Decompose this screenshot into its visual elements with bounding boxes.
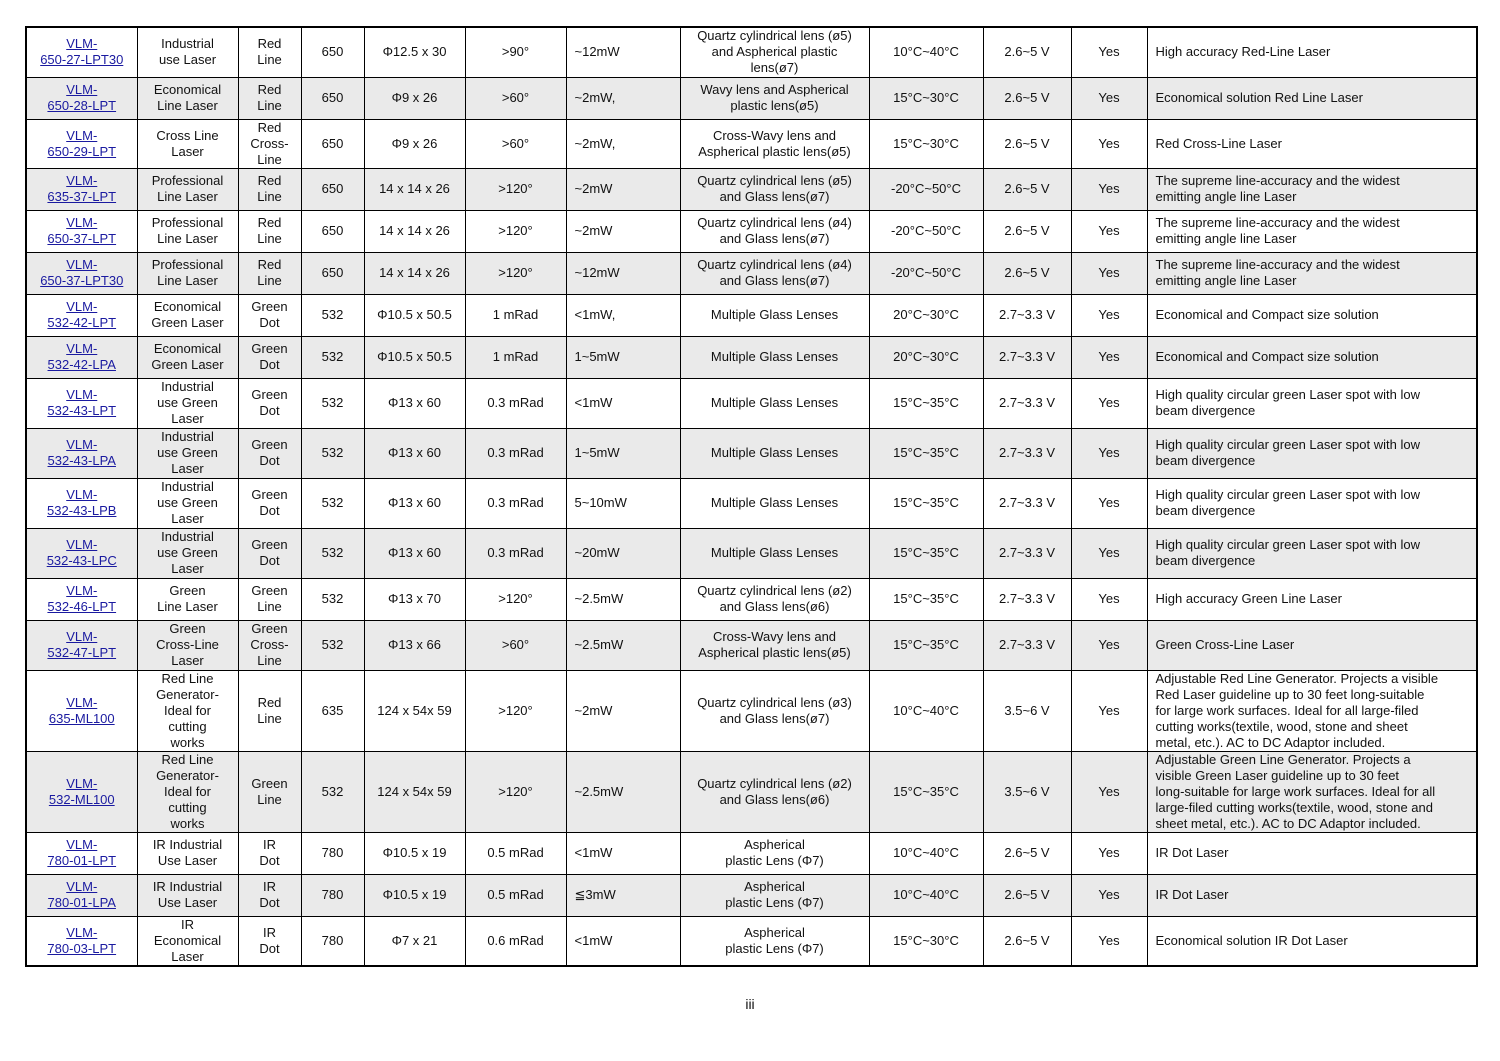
laser-type-cell: Industrial use Green Laser — [137, 428, 238, 478]
description-cell: IR Dot Laser — [1147, 832, 1477, 874]
description-cell: High accuracy Red-Line Laser — [1147, 27, 1477, 77]
output-power-cell: 1~5mW — [566, 336, 680, 378]
model-link[interactable]: VLM- 650-27-LPT30 — [40, 36, 124, 68]
laser-type-cell: Economical Line Laser — [137, 77, 238, 119]
voltage-cell: 3.5~6 V — [983, 751, 1071, 832]
output-power-cell: ~2.5mW — [566, 578, 680, 620]
table-row — [26, 378, 1477, 428]
rohs-cell: Yes — [1071, 832, 1147, 874]
model-link-cell — [26, 252, 137, 294]
description-cell: Red Cross-Line Laser — [1147, 119, 1477, 168]
description-cell: Adjustable Red Line Generator. Projects a visible Red Laser guideline up to 30 feet long-suitable for large work surfaces. Ideal for all large-filed cutting works(textile, wood, stone and sheet metal, etc.). AC to DC Adaptor included. — [1147, 670, 1477, 751]
model-link-cell — [26, 378, 137, 428]
model-link[interactable]: VLM- 650-29-LPT — [47, 127, 117, 159]
model-link-cell — [26, 874, 137, 916]
output-power-cell: ~20mW — [566, 528, 680, 578]
table-row — [26, 77, 1477, 119]
model-link-cell — [26, 77, 137, 119]
model-link[interactable]: VLM- 650-37-LPT30 — [40, 257, 124, 288]
dimensions-cell: 14 x 14 x 26 — [364, 210, 465, 252]
voltage-cell: 2.7~3.3 V — [983, 336, 1071, 378]
output-power-cell: 5~10mW — [566, 478, 680, 528]
rohs-cell: Yes — [1071, 294, 1147, 336]
rohs-cell: Yes — [1071, 119, 1147, 168]
dimensions-cell: Φ13 x 60 — [364, 478, 465, 528]
operating-temp-cell: 15°C~30°C — [869, 916, 983, 966]
laser-type-cell: Industrial use Green Laser — [137, 478, 238, 528]
wavelength-cell: 532 — [301, 428, 364, 478]
operating-temp-cell: 15°C~30°C — [869, 77, 983, 119]
lens-type-cell: Quartz cylindrical lens (ø2) and Glass lens(ø6) — [680, 751, 869, 832]
table-row — [26, 119, 1477, 168]
divergence-cell: >120° — [465, 578, 566, 620]
beam-shape-cell: Green Line — [238, 751, 301, 832]
voltage-cell: 2.6~5 V — [983, 916, 1071, 966]
lens-type-cell: Multiple Glass Lenses — [680, 478, 869, 528]
model-link[interactable]: VLM- 780-01-LPT — [47, 837, 117, 868]
laser-type-cell: Professional Line Laser — [137, 252, 238, 294]
laser-type-cell: Industrial use Laser — [137, 27, 238, 77]
output-power-cell: <1mW, — [566, 294, 680, 336]
wavelength-cell: 650 — [301, 252, 364, 294]
dimensions-cell: 14 x 14 x 26 — [364, 252, 465, 294]
voltage-cell: 2.6~5 V — [983, 252, 1071, 294]
model-link-cell — [26, 119, 137, 168]
output-power-cell: <1mW — [566, 916, 680, 966]
beam-shape-cell: Green Dot — [238, 478, 301, 528]
output-power-cell: 1~5mW — [566, 428, 680, 478]
output-power-cell: ~2.5mW — [566, 620, 680, 670]
voltage-cell: 2.7~3.3 V — [983, 578, 1071, 620]
operating-temp-cell: 10°C~40°C — [869, 874, 983, 916]
operating-temp-cell: 10°C~40°C — [869, 832, 983, 874]
output-power-cell: ≦3mW — [566, 874, 680, 916]
rohs-cell: Yes — [1071, 336, 1147, 378]
output-power-cell: ~2.5mW — [566, 751, 680, 832]
table-row — [26, 27, 1477, 77]
dimensions-cell: Φ7 x 21 — [364, 916, 465, 966]
voltage-cell: 2.6~5 V — [983, 210, 1071, 252]
divergence-cell: >120° — [465, 168, 566, 210]
description-cell: Economical and Compact size solution — [1147, 294, 1477, 336]
voltage-cell: 2.6~5 V — [983, 832, 1071, 874]
description-cell: High accuracy Green Line Laser — [1147, 578, 1477, 620]
table-row — [26, 294, 1477, 336]
divergence-cell: >120° — [465, 670, 566, 751]
wavelength-cell: 650 — [301, 27, 364, 77]
lens-type-cell: Cross-Wavy lens and Aspherical plastic lens(ø5) — [680, 119, 869, 168]
dimensions-cell: Φ12.5 x 30 — [364, 27, 465, 77]
wavelength-cell: 532 — [301, 528, 364, 578]
beam-shape-cell: Green Dot — [238, 428, 301, 478]
lens-type-cell: Aspherical plastic Lens (Φ7) — [680, 874, 869, 916]
model-link-cell — [26, 168, 137, 210]
divergence-cell: >60° — [465, 77, 566, 119]
description-cell: The supreme line-accuracy and the widest emitting angle line Laser — [1147, 210, 1477, 252]
model-link[interactable]: VLM- 532-ML100 — [48, 775, 115, 807]
description-cell: Economical solution IR Dot Laser — [1147, 916, 1477, 966]
output-power-cell: ~2mW, — [566, 119, 680, 168]
model-link[interactable]: VLM- 532-43-LPT — [47, 387, 117, 418]
divergence-cell: >120° — [465, 210, 566, 252]
laser-type-cell: Economical Green Laser — [137, 336, 238, 378]
rohs-cell: Yes — [1071, 528, 1147, 578]
wavelength-cell: 532 — [301, 578, 364, 620]
voltage-cell: 2.6~5 V — [983, 119, 1071, 168]
model-link[interactable]: VLM- 532-43-LPB — [47, 487, 117, 518]
operating-temp-cell: 10°C~40°C — [869, 670, 983, 751]
model-link-cell — [26, 751, 137, 832]
rohs-cell: Yes — [1071, 478, 1147, 528]
operating-temp-cell: 15°C~35°C — [869, 428, 983, 478]
model-link[interactable]: VLM- 532-43-LPA — [47, 437, 116, 468]
laser-type-cell: Professional Line Laser — [137, 210, 238, 252]
lens-type-cell: Quartz cylindrical lens (ø3) and Glass lens(ø7) — [680, 670, 869, 751]
beam-shape-cell: Red Cross- Line — [238, 119, 301, 168]
laser-type-cell: Economical Green Laser — [137, 294, 238, 336]
table-row — [26, 428, 1477, 478]
model-link[interactable]: VLM- 532-43-LPC — [46, 537, 117, 568]
description-cell: The supreme line-accuracy and the widest emitting angle line Laser — [1147, 168, 1477, 210]
divergence-cell: 0.3 mRad — [465, 378, 566, 428]
output-power-cell: ~2mW — [566, 210, 680, 252]
lens-type-cell: Quartz cylindrical lens (ø4) and Glass lens(ø7) — [680, 210, 869, 252]
divergence-cell: 0.5 mRad — [465, 874, 566, 916]
beam-shape-cell: Red Line — [238, 77, 301, 119]
description-cell: Green Cross-Line Laser — [1147, 620, 1477, 670]
rohs-cell: Yes — [1071, 670, 1147, 751]
model-link[interactable]: VLM- 635-37-LPT — [47, 173, 117, 204]
model-link-cell — [26, 670, 137, 751]
wavelength-cell: 780 — [301, 874, 364, 916]
beam-shape-cell: Green Dot — [238, 294, 301, 336]
rohs-cell: Yes — [1071, 168, 1147, 210]
dimensions-cell: Φ10.5 x 19 — [364, 832, 465, 874]
model-link-cell — [26, 528, 137, 578]
description-cell: High quality circular green Laser spot with low beam divergence — [1147, 528, 1477, 578]
table-row — [26, 578, 1477, 620]
wavelength-cell: 650 — [301, 168, 364, 210]
model-link-cell — [26, 336, 137, 378]
dimensions-cell: Φ13 x 60 — [364, 378, 465, 428]
table-row — [26, 916, 1477, 966]
output-power-cell: ~2mW — [566, 168, 680, 210]
model-link[interactable]: VLM- 650-28-LPT — [47, 82, 117, 113]
description-cell: The supreme line-accuracy and the widest emitting angle line Laser — [1147, 252, 1477, 294]
beam-shape-cell: IR Dot — [238, 916, 301, 966]
beam-shape-cell: Red Line — [238, 27, 301, 77]
beam-shape-cell: Red Line — [238, 670, 301, 751]
beam-shape-cell: Green Cross- Line — [238, 620, 301, 670]
operating-temp-cell: 15°C~35°C — [869, 578, 983, 620]
divergence-cell: 0.3 mRad — [465, 478, 566, 528]
beam-shape-cell: Red Line — [238, 210, 301, 252]
rohs-cell: Yes — [1071, 428, 1147, 478]
table-row — [26, 832, 1477, 874]
laser-type-cell: IR Industrial Use Laser — [137, 832, 238, 874]
operating-temp-cell: 20°C~30°C — [869, 294, 983, 336]
dimensions-cell: 124 x 54x 59 — [364, 670, 465, 751]
wavelength-cell: 780 — [301, 832, 364, 874]
model-link[interactable]: VLM- 532-47-LPT — [47, 629, 117, 660]
dimensions-cell: Φ10.5 x 50.5 — [364, 336, 465, 378]
lens-type-cell: Quartz cylindrical lens (ø5) and Aspherical plastic lens(ø7) — [680, 27, 869, 77]
operating-temp-cell: 15°C~35°C — [869, 478, 983, 528]
laser-spec-table — [25, 26, 1478, 967]
dimensions-cell: Φ10.5 x 19 — [364, 874, 465, 916]
output-power-cell: <1mW — [566, 378, 680, 428]
dimensions-cell: 14 x 14 x 26 — [364, 168, 465, 210]
wavelength-cell: 650 — [301, 119, 364, 168]
description-cell: Economical and Compact size solution — [1147, 336, 1477, 378]
voltage-cell: 2.6~5 V — [983, 77, 1071, 119]
divergence-cell: 1 mRad — [465, 294, 566, 336]
model-link[interactable]: VLM- 635-ML100 — [48, 694, 115, 726]
rohs-cell: Yes — [1071, 751, 1147, 832]
lens-type-cell: Multiple Glass Lenses — [680, 528, 869, 578]
model-link[interactable]: VLM- 780-01-LPA — [47, 879, 116, 910]
lens-type-cell: Multiple Glass Lenses — [680, 294, 869, 336]
divergence-cell: 1 mRad — [465, 336, 566, 378]
divergence-cell: >60° — [465, 119, 566, 168]
laser-type-cell: Green Cross-Line Laser — [137, 620, 238, 670]
page-number: iii — [745, 996, 755, 1012]
operating-temp-cell: -20°C~50°C — [869, 252, 983, 294]
table-row — [26, 168, 1477, 210]
operating-temp-cell: 15°C~35°C — [869, 620, 983, 670]
table-row — [26, 670, 1477, 751]
lens-type-cell: Quartz cylindrical lens (ø4) and Glass lens(ø7) — [680, 252, 869, 294]
wavelength-cell: 532 — [301, 751, 364, 832]
divergence-cell: 0.3 mRad — [465, 428, 566, 478]
model-link[interactable]: VLM- 780-03-LPT — [47, 924, 117, 956]
laser-type-cell: Red Line Generator- Ideal for cutting works — [137, 670, 238, 751]
lens-type-cell: Aspherical plastic Lens (Φ7) — [680, 832, 869, 874]
table-row — [26, 751, 1477, 832]
divergence-cell: >60° — [465, 620, 566, 670]
rohs-cell: Yes — [1071, 77, 1147, 119]
table-row — [26, 210, 1477, 252]
laser-type-cell: IR Industrial Use Laser — [137, 874, 238, 916]
divergence-cell: >120° — [465, 751, 566, 832]
model-link-cell — [26, 210, 137, 252]
model-link-cell — [26, 27, 137, 77]
wavelength-cell: 532 — [301, 378, 364, 428]
wavelength-cell: 532 — [301, 620, 364, 670]
rohs-cell: Yes — [1071, 210, 1147, 252]
voltage-cell: 2.6~5 V — [983, 874, 1071, 916]
wavelength-cell: 650 — [301, 210, 364, 252]
dimensions-cell: Φ10.5 x 50.5 — [364, 294, 465, 336]
output-power-cell: ~2mW, — [566, 77, 680, 119]
model-link-cell — [26, 620, 137, 670]
divergence-cell: >90° — [465, 27, 566, 77]
dimensions-cell: Φ13 x 70 — [364, 578, 465, 620]
operating-temp-cell: -20°C~50°C — [869, 210, 983, 252]
operating-temp-cell: -20°C~50°C — [869, 168, 983, 210]
table-row — [26, 478, 1477, 528]
operating-temp-cell: 10°C~40°C — [869, 27, 983, 77]
rohs-cell: Yes — [1071, 620, 1147, 670]
dimensions-cell: Φ13 x 60 — [364, 428, 465, 478]
output-power-cell: ~12mW — [566, 27, 680, 77]
model-link[interactable]: VLM- 532-42-LPA — [47, 341, 116, 372]
voltage-cell: 2.7~3.3 V — [983, 428, 1071, 478]
rohs-cell: Yes — [1071, 27, 1147, 77]
output-power-cell: ~2mW — [566, 670, 680, 751]
operating-temp-cell: 20°C~30°C — [869, 336, 983, 378]
description-cell: High quality circular green Laser spot with low beam divergence — [1147, 428, 1477, 478]
dimensions-cell: Φ9 x 26 — [364, 77, 465, 119]
operating-temp-cell: 15°C~35°C — [869, 751, 983, 832]
beam-shape-cell: Red Line — [238, 168, 301, 210]
laser-type-cell: Professional Line Laser — [137, 168, 238, 210]
output-power-cell: ~12mW — [566, 252, 680, 294]
rohs-cell: Yes — [1071, 378, 1147, 428]
wavelength-cell: 532 — [301, 294, 364, 336]
wavelength-cell: 635 — [301, 670, 364, 751]
beam-shape-cell: Green Dot — [238, 336, 301, 378]
voltage-cell: 2.7~3.3 V — [983, 378, 1071, 428]
dimensions-cell: Φ9 x 26 — [364, 119, 465, 168]
rohs-cell: Yes — [1071, 874, 1147, 916]
operating-temp-cell: 15°C~35°C — [869, 378, 983, 428]
divergence-cell: >120° — [465, 252, 566, 294]
model-link[interactable]: VLM- 650-37-LPT — [47, 215, 117, 246]
table-row — [26, 528, 1477, 578]
model-link-cell — [26, 578, 137, 620]
beam-shape-cell: Red Line — [238, 252, 301, 294]
laser-type-cell: Green Line Laser — [137, 578, 238, 620]
model-link-cell — [26, 478, 137, 528]
dimensions-cell: 124 x 54x 59 — [364, 751, 465, 832]
description-cell: High quality circular green Laser spot with low beam divergence — [1147, 478, 1477, 528]
lens-type-cell: Cross-Wavy lens and Aspherical plastic lens(ø5) — [680, 620, 869, 670]
beam-shape-cell: Green Line — [238, 578, 301, 620]
divergence-cell: 0.5 mRad — [465, 832, 566, 874]
description-cell: Adjustable Green Line Generator. Projects a visible Green Laser guideline up to 30 feet long-suitable for large work surfaces. Ideal for all large-filed cutting works(textile, wood, stone and sheet metal, etc.). AC to DC Adaptor included. — [1147, 751, 1477, 832]
rohs-cell: Yes — [1071, 916, 1147, 966]
beam-shape-cell: IR Dot — [238, 832, 301, 874]
beam-shape-cell: IR Dot — [238, 874, 301, 916]
voltage-cell: 2.7~3.3 V — [983, 620, 1071, 670]
table-row — [26, 620, 1477, 670]
divergence-cell: 0.3 mRad — [465, 528, 566, 578]
laser-type-cell: Cross Line Laser — [137, 119, 238, 168]
table-row — [26, 336, 1477, 378]
voltage-cell: 3.5~6 V — [983, 670, 1071, 751]
model-link[interactable]: VLM- 532-42-LPT — [47, 299, 117, 330]
table-row — [26, 874, 1477, 916]
laser-type-cell: IR Economical Laser — [137, 916, 238, 966]
lens-type-cell: Multiple Glass Lenses — [680, 336, 869, 378]
model-link-cell — [26, 832, 137, 874]
model-link-cell — [26, 294, 137, 336]
voltage-cell: 2.6~5 V — [983, 27, 1071, 77]
operating-temp-cell: 15°C~30°C — [869, 119, 983, 168]
output-power-cell: <1mW — [566, 832, 680, 874]
beam-shape-cell: Green Dot — [238, 528, 301, 578]
table-row — [26, 252, 1477, 294]
beam-shape-cell: Green Dot — [238, 378, 301, 428]
lens-type-cell: Wavy lens and Aspherical plastic lens(ø5) — [680, 77, 869, 119]
model-link-cell — [26, 916, 137, 966]
lens-type-cell: Multiple Glass Lenses — [680, 378, 869, 428]
voltage-cell: 2.6~5 V — [983, 168, 1071, 210]
wavelength-cell: 532 — [301, 336, 364, 378]
rohs-cell: Yes — [1071, 252, 1147, 294]
lens-type-cell: Aspherical plastic Lens (Φ7) — [680, 916, 869, 966]
lens-type-cell: Multiple Glass Lenses — [680, 428, 869, 478]
wavelength-cell: 532 — [301, 478, 364, 528]
laser-type-cell: Red Line Generator- Ideal for cutting works — [137, 751, 238, 832]
dimensions-cell: Φ13 x 66 — [364, 620, 465, 670]
dimensions-cell: Φ13 x 60 — [364, 528, 465, 578]
lens-type-cell: Quartz cylindrical lens (ø2) and Glass lens(ø6) — [680, 578, 869, 620]
wavelength-cell: 780 — [301, 916, 364, 966]
divergence-cell: 0.6 mRad — [465, 916, 566, 966]
lens-type-cell: Quartz cylindrical lens (ø5) and Glass lens(ø7) — [680, 168, 869, 210]
laser-type-cell: Industrial use Green Laser — [137, 378, 238, 428]
description-cell: IR Dot Laser — [1147, 874, 1477, 916]
description-cell: High quality circular green Laser spot with low beam divergence — [1147, 378, 1477, 428]
laser-type-cell: Industrial use Green Laser — [137, 528, 238, 578]
voltage-cell: 2.7~3.3 V — [983, 528, 1071, 578]
voltage-cell: 2.7~3.3 V — [983, 478, 1071, 528]
model-link-cell — [26, 428, 137, 478]
voltage-cell: 2.7~3.3 V — [983, 294, 1071, 336]
description-cell: Economical solution Red Line Laser — [1147, 77, 1477, 119]
rohs-cell: Yes — [1071, 578, 1147, 620]
operating-temp-cell: 15°C~35°C — [869, 528, 983, 578]
model-link[interactable]: VLM- 532-46-LPT — [47, 583, 117, 614]
wavelength-cell: 650 — [301, 77, 364, 119]
